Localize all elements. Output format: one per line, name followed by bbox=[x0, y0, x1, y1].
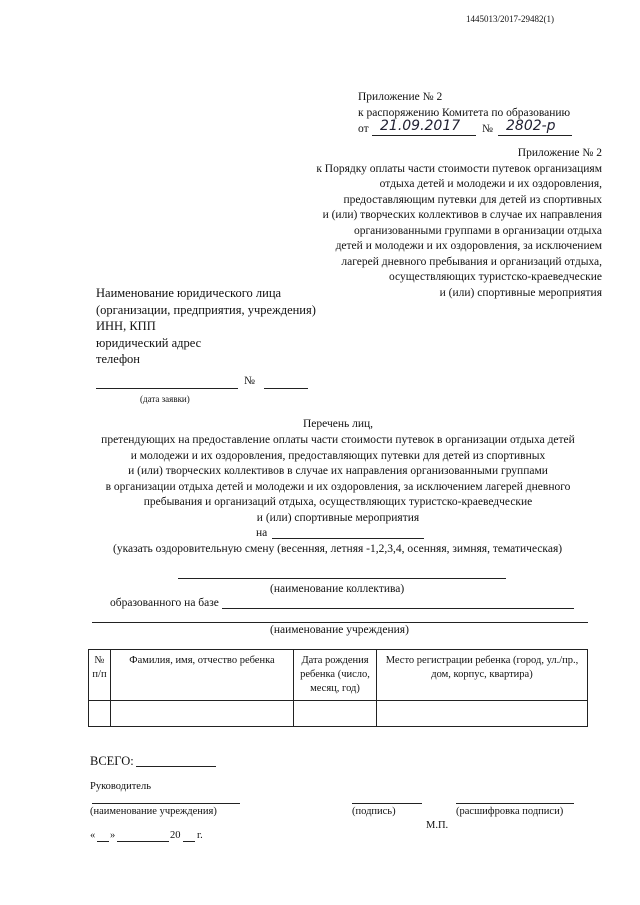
table-header-row bbox=[89, 650, 588, 701]
table-row bbox=[89, 701, 588, 727]
year-suffix: г. bbox=[197, 830, 203, 841]
date-open-quote: « bbox=[90, 830, 96, 841]
list-heading: Перечень лиц, bbox=[302, 418, 374, 430]
inn-kpp-label: ИНН, КПП bbox=[96, 319, 156, 333]
appendix-date-prefix: от bbox=[358, 123, 369, 135]
base-label: образованного на базе bbox=[110, 597, 219, 609]
rules-appendix-title: Приложение № 2 bbox=[517, 147, 602, 159]
list-line: претендующих на предоставление оплаты части стоимости путевок в организации отдыха детей bbox=[101, 434, 575, 446]
list-description bbox=[0, 433, 640, 526]
legal-entity-block bbox=[96, 285, 316, 368]
header-birth-date: Дата рождения ребенка (число, месяц, год) bbox=[294, 650, 377, 701]
year-prefix: 20 bbox=[170, 830, 181, 841]
rules-line: осуществляющих туристско-краеведческие bbox=[389, 271, 602, 283]
header-full-name: Фамилия, имя, отчество ребенка bbox=[111, 650, 294, 701]
application-date-caption: (дата заявки) bbox=[140, 394, 190, 404]
signature-institution-caption: (наименование учреждения) bbox=[90, 806, 217, 817]
shift-hint: (указать оздоровительную смену (весенняя, летняя -1,2,3,4, осенняя, зимняя, тематическая) bbox=[113, 543, 563, 555]
shift-line[interactable] bbox=[272, 538, 424, 539]
institution-caption: (наименование учреждения) bbox=[270, 624, 409, 636]
list-line: пребывания и организаций отдыха, осуществляющих туристско-краеведческие bbox=[143, 496, 533, 508]
table-cell[interactable] bbox=[111, 701, 294, 727]
collective-name-line[interactable] bbox=[178, 578, 506, 579]
total-label: ВСЕГО: bbox=[90, 754, 134, 768]
table-cell[interactable] bbox=[294, 701, 377, 727]
signature-caption: (подпись) bbox=[352, 806, 396, 817]
list-line: и (или) творческих коллективов в случае их направления организованными группами bbox=[128, 465, 548, 477]
rules-line: организованными группами в организации отдыха bbox=[353, 224, 602, 237]
header-number: № п/п bbox=[89, 650, 111, 701]
signature-line[interactable] bbox=[352, 803, 422, 804]
institution-line[interactable] bbox=[92, 622, 588, 623]
rules-line: к Порядку оплаты части стоимости путевок организациям bbox=[316, 162, 602, 175]
list-line: и (или) спортивные мероприятия bbox=[256, 511, 420, 524]
rules-line: предоставляющим путевки для детей из спортивных bbox=[343, 193, 602, 206]
appendix-number-handwritten: 2802-р bbox=[506, 118, 556, 134]
appendix-number-prefix: № bbox=[482, 123, 493, 135]
appendix-date-handwritten: 21.09.2017 bbox=[380, 118, 461, 134]
appendix-order-line: к распоряжению Комитета по образованию bbox=[358, 107, 571, 119]
application-number-line[interactable] bbox=[264, 388, 308, 389]
list-line: и молодежи и их оздоровления, предоставляющих путевки для детей из спортивных bbox=[130, 449, 546, 462]
rules-line: и (или) спортивные мероприятия bbox=[439, 286, 602, 299]
collective-caption: (наименование коллектива) bbox=[270, 583, 405, 595]
application-date-line[interactable] bbox=[96, 388, 238, 389]
table-cell[interactable] bbox=[89, 701, 111, 727]
day-line[interactable] bbox=[97, 841, 109, 842]
application-number-sign: № bbox=[244, 375, 255, 387]
rules-line: отдыха детей и молодежи и их оздоровления, bbox=[379, 178, 602, 190]
head-label: Руководитель bbox=[90, 781, 151, 792]
legal-entity-name-label: Наименование юридического лица bbox=[96, 286, 282, 300]
signature-institution-line[interactable] bbox=[92, 803, 240, 804]
children-table bbox=[88, 649, 588, 727]
signature-decode-caption: (расшифровка подписи) bbox=[456, 806, 564, 817]
header-registration: Место регистрации ребенка (город, ул./пр., дом, корпус, квартира) bbox=[377, 650, 588, 701]
rules-appendix-block bbox=[316, 146, 602, 301]
list-line: в организации отдыха детей и молодежи и их оздоровления, за исключением лагерей дневного bbox=[105, 480, 571, 493]
appendix-title: Приложение № 2 bbox=[358, 91, 443, 103]
rules-line: и (или) творческих коллективов в случае их направления bbox=[322, 209, 602, 221]
signature-decode-line[interactable] bbox=[456, 803, 574, 804]
stamp-label: М.П. bbox=[426, 820, 449, 831]
total-line[interactable] bbox=[136, 766, 216, 767]
legal-address-label: юридический адрес bbox=[96, 335, 202, 350]
year-line[interactable] bbox=[183, 841, 195, 842]
table-cell[interactable] bbox=[377, 701, 588, 727]
legal-entity-type-label: (организации, предприятия, учреждения) bbox=[96, 302, 316, 317]
document-id: 1445013/2017-29482(1) bbox=[466, 14, 554, 24]
shift-prefix: на bbox=[256, 527, 268, 539]
rules-line: детей и молодежи и их оздоровления, за исключением bbox=[335, 240, 602, 252]
date-close-quote: » bbox=[110, 830, 116, 841]
base-line[interactable] bbox=[222, 608, 574, 609]
phone-label: телефон bbox=[96, 352, 140, 366]
rules-line: лагерей дневного пребывания и организаций отдыха, bbox=[341, 255, 602, 268]
month-line[interactable] bbox=[117, 841, 169, 842]
